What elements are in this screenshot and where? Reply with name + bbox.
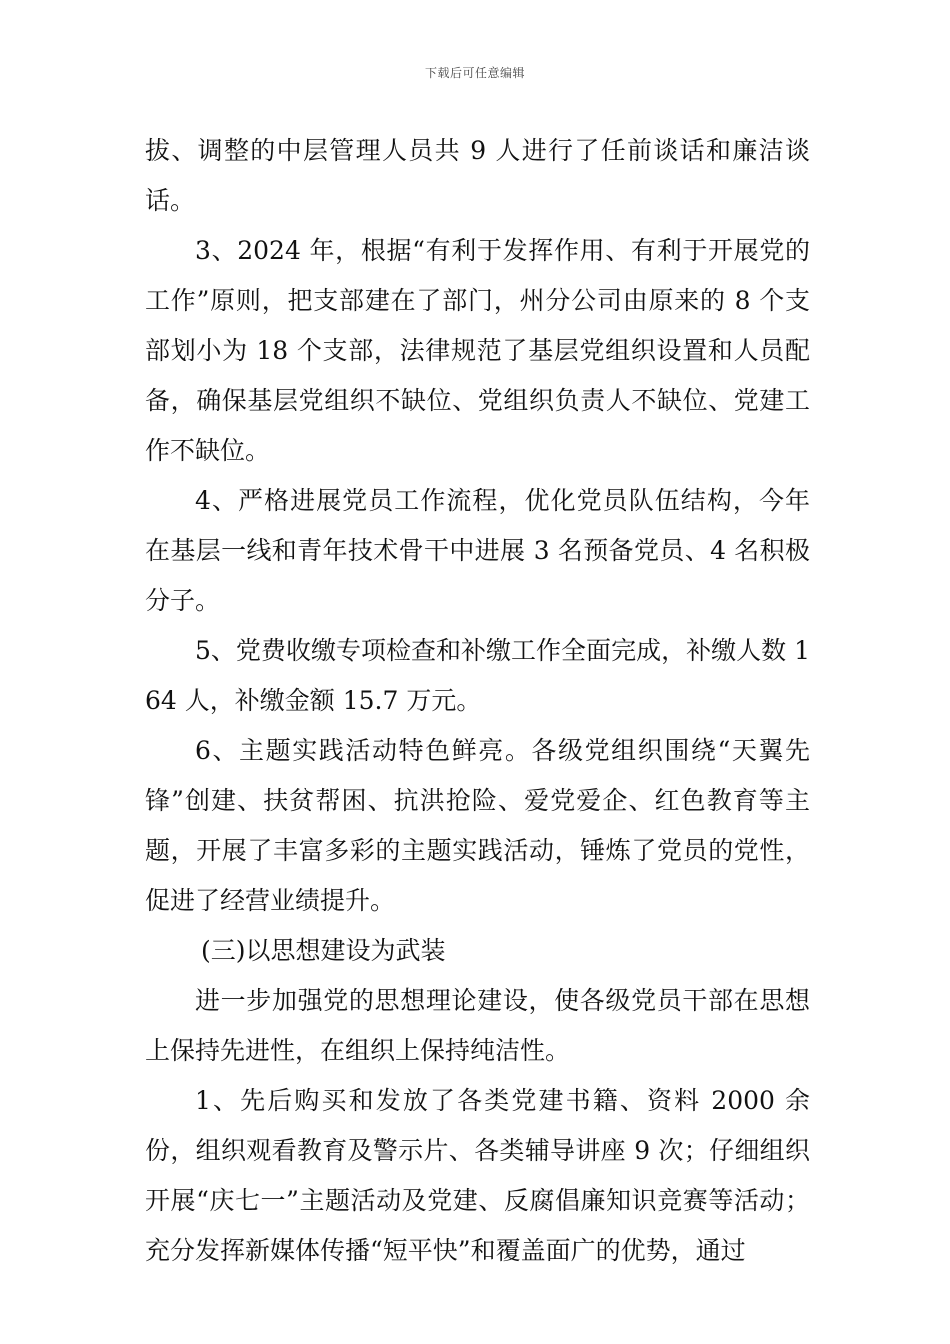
paragraph-item-4: 4、严格进展党员工作流程，优化党员队伍结构，今年在基层一线和青年技术骨干中进展 3 名预备党员、4 名积极分子。 [145,486,810,615]
paragraph-item-3: 3、2024 年，根据“有利于发挥作用、有利于开展党的工作”原则，把支部建在了部门，州分公司由原来的 8 个支部划小为 18 个支部，法律规范了基层党组织设置和人员配备，确保基层党组织不缺位、党组织负责人不缺位、党建工作不缺位。 [145,236,810,465]
page-header-note: 下载后可任意编辑 [424,66,525,80]
document-body [145,126,810,1276]
paragraph-item-5: 5、党费收缴专项检查和补缴工作全面完成，补缴人数 164 人，补缴金额 15.7 万元。 [145,636,810,715]
section-heading: (三)以思想建设为武装 [201,936,446,965]
paragraph-item-6: 6、主题实践活动特色鲜亮。各级党组织围绕“天翼先锋”创建、扶贫帮困、抗洪抢险、爱党爱企、红色教育等主题，开展了丰富多彩的主题实践活动，锤炼了党员的党性，促进了经营业绩提升。 [145,736,810,915]
paragraph-intro: 进一步加强党的思想理论建设，使各级党员干部在思想上保持先进性，在组织上保持纯洁性。 [145,986,810,1065]
paragraph-continuation: 拔、调整的中层管理人员共 9 人进行了任前谈话和廉洁谈话。 [145,136,810,215]
paragraph-item-1: 1、先后购买和发放了各类党建书籍、资料 2000 余份，组织观看教育及警示片、各类辅导讲座 9 次；仔细组织开展“庆七一”主题活动及党建、反腐倡廉知识竞赛等活动；充分发挥新媒体传播“短平快”和覆盖面广的优势，通过 [145,1086,810,1265]
